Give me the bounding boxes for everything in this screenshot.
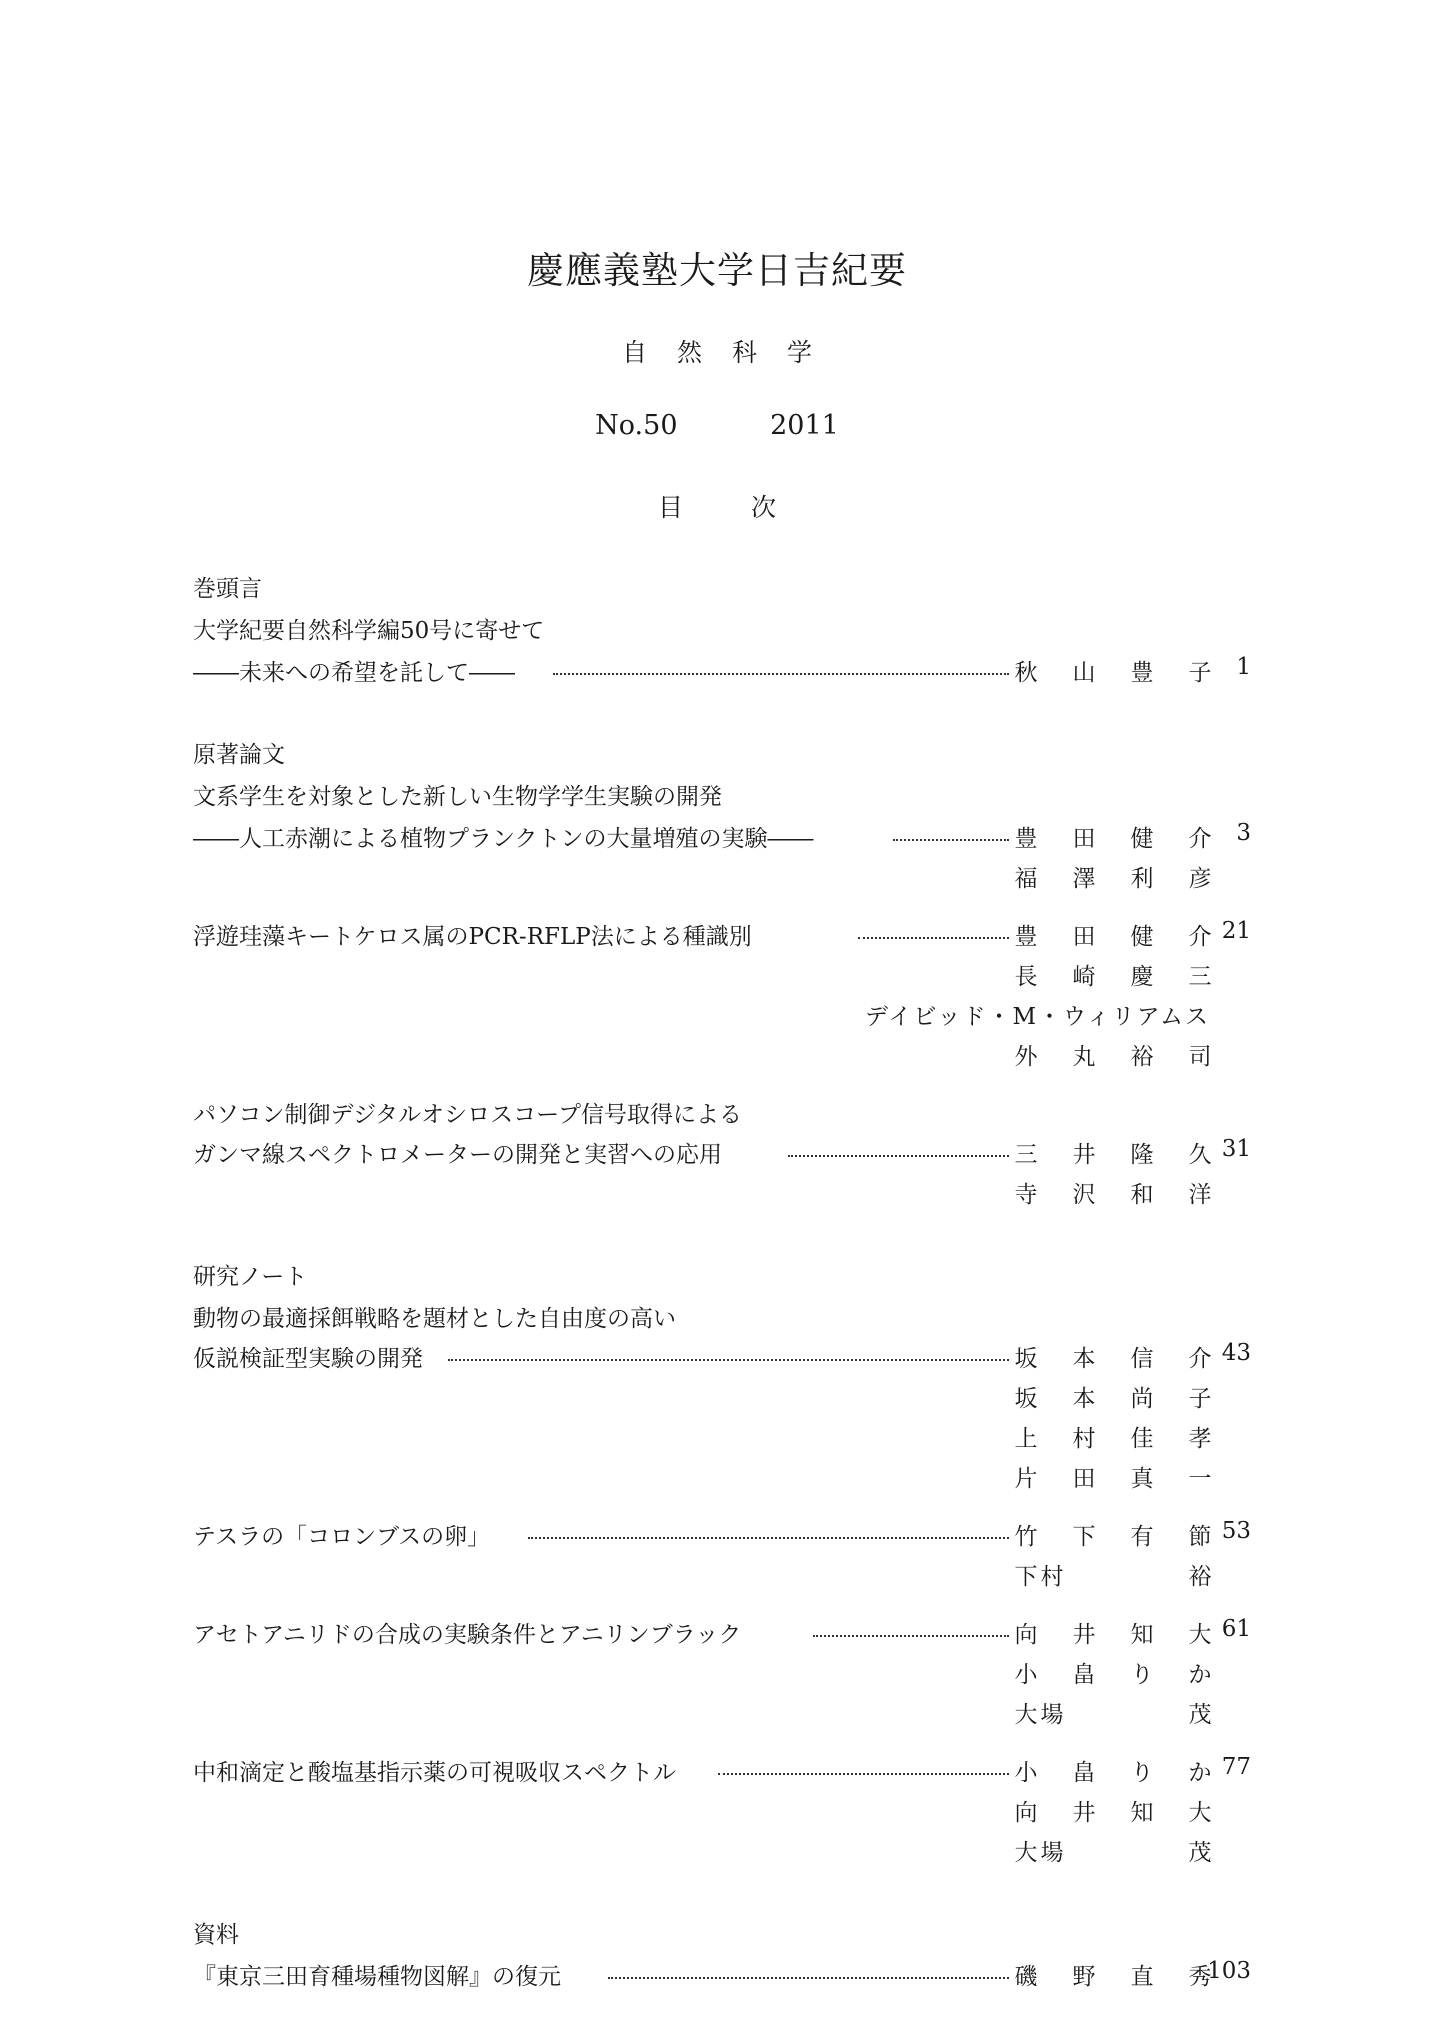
subject-char: 学 [786, 338, 812, 367]
dot-leader [858, 909, 1009, 939]
page-number: 77 [1221, 1754, 1251, 1780]
author-name: 豊 田 健 介 [1014, 826, 1212, 852]
toc-author-line [0, 1176, 1434, 1216]
page-number: 61 [1221, 1616, 1251, 1642]
author-name: デイビッド・M・ウィリアムス [864, 1004, 1210, 1030]
author-name: 豊 田 健 介 [1014, 924, 1212, 950]
entry-subtitle: ――未来への希望を託して―― [193, 660, 515, 686]
issue-year: 2011 [770, 410, 839, 441]
author-name: 長 崎 慶 三 [1014, 964, 1212, 990]
subject-char: 科 [731, 338, 757, 367]
toc-author-line [0, 1656, 1434, 1696]
toc-entry-line[interactable] [0, 1518, 1434, 1558]
toc-heading [0, 488, 1434, 524]
page-number: 31 [1221, 1136, 1251, 1162]
entry-title: パソコン制御デジタルオシロスコープ信号取得による [193, 1102, 743, 1128]
toc-author-line [0, 1420, 1434, 1460]
author-name: 坂 本 尚 子 [1014, 1386, 1212, 1412]
author-name: 大 場 茂 [1014, 1840, 1212, 1866]
entry-subtitle: ――人工赤潮による植物プランクトンの大量増殖の実験―― [193, 826, 814, 852]
author-name: 磯 野 直 秀 [1014, 1964, 1212, 1990]
author-name: 福 澤 利 彦 [1014, 866, 1212, 892]
page-number: 43 [1221, 1340, 1251, 1366]
toc-entry-line[interactable] [0, 1136, 1434, 1176]
toc-author-line [0, 860, 1434, 900]
toc-author-line [0, 1834, 1434, 1874]
dot-leader [788, 1127, 1009, 1157]
section-heading-materials: 資料 [193, 1922, 239, 1948]
section-heading-original: 原著論文 [193, 742, 285, 768]
entry-title: アセトアニリドの合成の実験条件とアニリンブラック [193, 1622, 742, 1648]
toc-author-line [0, 1038, 1434, 1078]
author-name: 上 村 佳 孝 [1014, 1426, 1212, 1452]
entry-title: 中和滴定と酸塩基指示薬の可視吸収スペクトル [193, 1760, 676, 1786]
entry-title: 大学紀要自然科学編50号に寄せて [193, 618, 545, 644]
toc-author-line [0, 1380, 1434, 1420]
author-name: 竹 下 有 節 [1014, 1524, 1212, 1550]
dot-leader [553, 645, 1009, 675]
toc-author-line [0, 1794, 1434, 1834]
author-name: 秋 山 豊 子 [1014, 660, 1212, 686]
entry-title: テスラの「コロンブスの卵」 [193, 1524, 491, 1550]
dot-leader [448, 1331, 1009, 1361]
section-heading-foreword: 巻頭言 [193, 576, 262, 602]
subject-title [0, 333, 1434, 369]
issue-number: No.50 [595, 410, 678, 441]
dot-leader [718, 1745, 1009, 1775]
toc-entry-line[interactable] [0, 1754, 1434, 1794]
entry-subtitle: 仮説検証型実験の開発 [193, 1346, 423, 1372]
author-name: 外 丸 裕 司 [1014, 1044, 1212, 1070]
subject-char: 然 [677, 338, 703, 367]
toc-author-line [0, 1460, 1434, 1500]
entry-title: 浮遊珪藻キートケロス属のPCR-RFLP法による種識別 [193, 924, 752, 950]
author-name: 三 井 隆 久 [1014, 1142, 1212, 1168]
dot-leader [608, 1949, 1009, 1979]
dot-leader [893, 811, 1009, 841]
toc-author-line [0, 1558, 1434, 1598]
dot-leader [528, 1509, 1009, 1539]
page-number: 21 [1221, 918, 1251, 944]
author-name: 向 井 知 大 [1014, 1800, 1212, 1826]
page-number: 103 [1207, 1958, 1251, 1984]
author-name: 片 田 真 一 [1014, 1466, 1212, 1492]
toc-author-line [0, 998, 1434, 1038]
toc-entry-line[interactable] [0, 918, 1434, 958]
toc-entry-line[interactable] [0, 1616, 1434, 1656]
toc-entry-line[interactable] [0, 654, 1434, 694]
author-name: 向 井 知 大 [1014, 1622, 1212, 1648]
toc-entry-title-line [0, 1096, 1434, 1136]
entry-title: 文系学生を対象とした新しい生物学学生実験の開発 [193, 784, 722, 810]
page-number: 1 [1236, 654, 1251, 680]
author-name: 小 畠 り か [1014, 1662, 1212, 1688]
section-heading-notes: 研究ノート [193, 1264, 308, 1290]
toc-author-line [0, 1696, 1434, 1736]
author-name: 下 村 裕 [1014, 1564, 1212, 1590]
author-name: 大 場 茂 [1014, 1702, 1212, 1728]
toc-char: 目 [658, 493, 684, 522]
toc-entry-line[interactable] [0, 1958, 1434, 1998]
toc-author-line [0, 958, 1434, 998]
subject-char: 自 [622, 338, 648, 367]
toc-entry-line[interactable] [0, 820, 1434, 860]
author-name: 坂 本 信 介 [1014, 1346, 1212, 1372]
journal-title: 慶應義塾大学日吉紀要 [527, 249, 907, 292]
page-number: 3 [1236, 820, 1251, 846]
entry-title: 『東京三田育種場種物図解』の復元 [193, 1964, 561, 1990]
author-name: 小 畠 り か [1014, 1760, 1212, 1786]
entry-title: 動物の最適採餌戦略を題材とした自由度の高い [193, 1306, 676, 1332]
entry-subtitle: ガンマ線スペクトロメーターの開発と実習への応用 [193, 1142, 722, 1168]
toc-entry-title-line [0, 778, 1434, 818]
page-number: 53 [1221, 1518, 1251, 1544]
toc-entry-line[interactable] [0, 1340, 1434, 1380]
issue-line [0, 410, 1434, 441]
author-name: 寺 沢 和 洋 [1014, 1182, 1212, 1208]
toc-char: 次 [750, 493, 776, 522]
dot-leader [813, 1607, 1009, 1637]
